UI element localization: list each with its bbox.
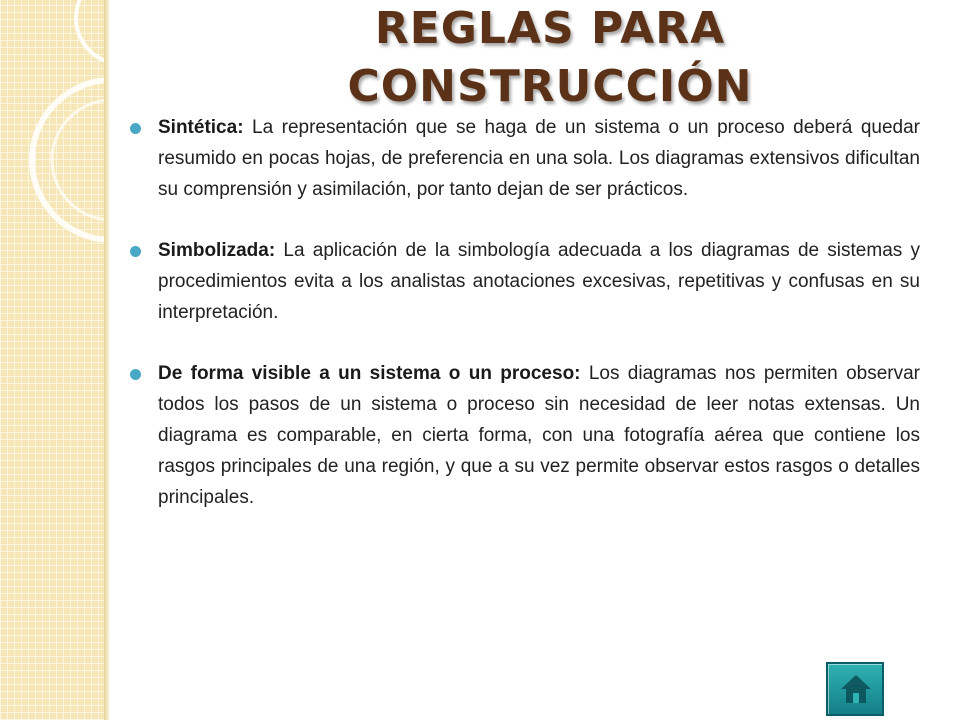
slide-title bbox=[180, 0, 920, 116]
bullet-icon bbox=[130, 369, 141, 380]
decorative-side-band bbox=[0, 0, 104, 720]
rule-simbolizada bbox=[130, 235, 920, 328]
home-icon bbox=[839, 672, 873, 706]
rule-text: La aplicación de la simbología adecuada a los diagramas de sistemas y procedimientos evita a los analistas anotaciones excesivas, repetitivas y confusas en su interpretación. bbox=[158, 240, 920, 323]
rule-text: La representación que se haga de un sistema o un proceso deberá quedar resumido en pocas hojas, de preferencia en una sola. Los diagramas extensivos dificultan su comprensión y asimilación, por tanto dejan de ser prácticos. bbox=[158, 117, 920, 200]
rule-term: Sintética: bbox=[158, 117, 244, 138]
side-band-edge bbox=[104, 0, 110, 720]
rule-sintetica bbox=[130, 112, 920, 205]
rule-text: Los diagramas nos permiten observar todos los pasos de un sistema o proceso sin necesidad de leer notas extensas. Un diagrama es comparable, en cierta forma, con una fotografía aérea que contiene los rasgos principales de una región, y que a su vez permite observar estos rasgos o detalles principales. bbox=[158, 363, 920, 508]
bullet-icon bbox=[130, 246, 141, 257]
home-button[interactable] bbox=[826, 662, 884, 716]
rule-forma-visible bbox=[130, 358, 920, 513]
title-line-2: CONSTRUCCIÓN bbox=[347, 61, 753, 112]
rule-term: De forma visible a un sistema o un proceso: bbox=[158, 363, 581, 384]
decorative-circles bbox=[0, 0, 104, 720]
rule-term: Simbolizada: bbox=[158, 240, 276, 261]
title-line-1: REGLAS PARA bbox=[374, 3, 726, 54]
rules-list bbox=[130, 112, 920, 543]
bullet-icon bbox=[130, 123, 141, 134]
